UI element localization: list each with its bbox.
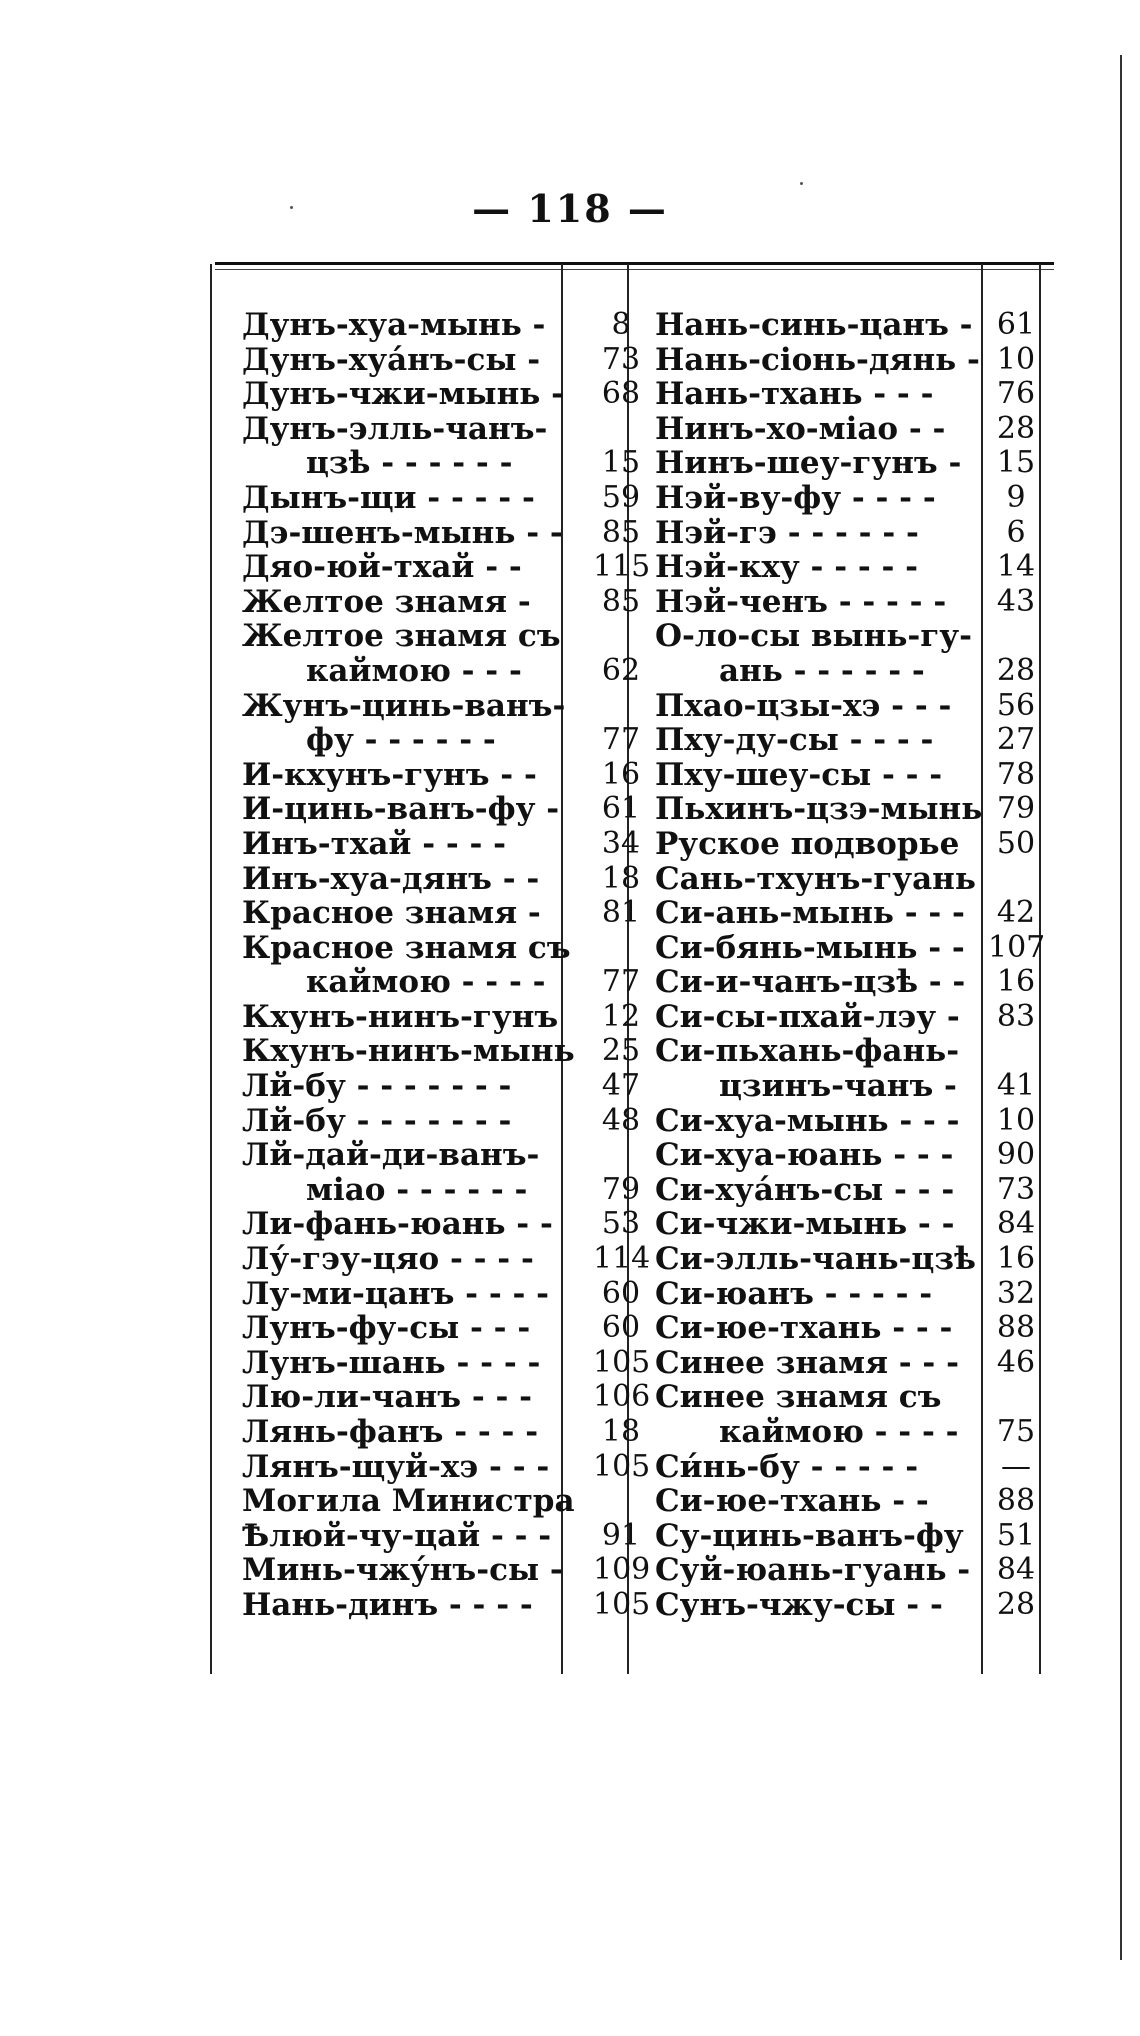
- entry-page-number: 88: [996, 1310, 1036, 1346]
- entry-label: Си-юанъ - - - - -: [655, 1275, 933, 1312]
- index-entry: [655, 792, 1055, 827]
- entry-label: Желтое знамя съ: [242, 618, 561, 655]
- entry-page-number: 76: [996, 376, 1036, 412]
- index-entry: [655, 1553, 1055, 1588]
- entry-label: Си-чжи-мынь - -: [655, 1206, 955, 1243]
- index-entry: [655, 1519, 1055, 1554]
- entry-label: Лй-бу - - - - - - -: [242, 1068, 512, 1105]
- entry-label: Синее знамя съ: [655, 1379, 942, 1416]
- entry-label: Су-цинь-ванъ-фу: [655, 1517, 964, 1554]
- entry-label: Лянь-фанъ - - - -: [242, 1414, 539, 1450]
- entry-label: Инъ-тхай - - - -: [242, 825, 507, 862]
- entry-label: Минь-чжу́нъ-сы -: [242, 1552, 563, 1589]
- entry-page-number: 105: [593, 1586, 651, 1622]
- entry-page-number: 105: [593, 1448, 651, 1484]
- entry-label: Кхунъ-нинъ-гунъ: [242, 998, 559, 1035]
- entry-page-number: 115: [593, 549, 651, 585]
- entry-page-number: 114: [593, 1241, 651, 1277]
- entry-label: Си-бянь-мынь - -: [655, 929, 965, 966]
- entry-label: Сань-тхунъ-гуань: [655, 860, 976, 897]
- index-entry: [655, 516, 1055, 551]
- index-entry: [655, 1277, 1055, 1312]
- entry-page-number: 10: [996, 1102, 1036, 1138]
- entry-page-number: 9: [1006, 479, 1026, 515]
- entry-label: Красное знамя -: [242, 895, 541, 932]
- entry-page-number: 15: [996, 445, 1036, 481]
- index-entry: [655, 550, 1055, 585]
- entry-page-number: 81: [601, 895, 641, 931]
- index-entry: [655, 1450, 1055, 1485]
- entry-label: И-кхунъ-гунъ - -: [242, 756, 537, 793]
- index-entry: [655, 1138, 1055, 1173]
- entry-label: каймою - - -: [306, 652, 522, 689]
- entry-page-number: 34: [601, 825, 641, 861]
- entry-page-number: 56: [996, 687, 1036, 723]
- entry-page-number: 78: [996, 756, 1036, 792]
- entry-label: Нэй-ву-фу - - - -: [655, 479, 936, 516]
- entry-label: Дунъ-элль-чанъ-: [242, 410, 548, 447]
- entry-label: Лю-ли-чанъ - - -: [242, 1379, 533, 1416]
- entry-page-number: 51: [996, 1517, 1036, 1553]
- entry-label: Дяо-юй-тхай - -: [242, 549, 522, 586]
- index-entry: [655, 1000, 1055, 1035]
- page-edge-line: [1120, 55, 1122, 1960]
- index-entry: [655, 377, 1055, 412]
- entry-label: Лй-дай-ди-ванъ-: [242, 1137, 540, 1174]
- entry-label: Пху-шеу-сы - - -: [655, 756, 943, 793]
- table-top-rule-thin: [215, 269, 1054, 270]
- entry-label: Си-элль-чань-цзѣ: [655, 1241, 976, 1278]
- index-entry: [655, 1346, 1055, 1381]
- entry-page-number: 14: [996, 549, 1036, 585]
- entry-page-number: 79: [996, 791, 1036, 827]
- entry-page-number: 73: [601, 341, 641, 377]
- index-entry: [655, 1242, 1055, 1277]
- entry-label: Ли-фань-юань - -: [242, 1206, 553, 1243]
- entry-label: Дэ-шенъ-мынь - -: [242, 514, 563, 551]
- index-entry: [655, 1173, 1055, 1208]
- entry-page-number: 12: [601, 998, 641, 1034]
- index-entry: [655, 689, 1055, 724]
- entry-page-number: 79: [601, 1171, 641, 1207]
- entry-label: Си-хуа-юань - - -: [655, 1137, 954, 1174]
- entry-page-number: 59: [601, 479, 641, 515]
- entry-page-number: 77: [601, 722, 641, 758]
- entry-label: Лй-бу - - - - - - -: [242, 1102, 512, 1139]
- entry-label: Нинъ-хо-міао - -: [655, 410, 946, 447]
- entry-label: цзинъ-чанъ -: [719, 1068, 957, 1105]
- index-entry: [655, 446, 1055, 481]
- entry-page-number: 16: [996, 964, 1036, 1000]
- entry-label: Пху-ду-сы - - - -: [655, 722, 934, 759]
- entry-label: Лянъ-щуй-хэ - - -: [242, 1448, 550, 1485]
- print-speck: [290, 206, 293, 209]
- index-entry: [655, 343, 1055, 378]
- print-speck: [800, 182, 803, 185]
- index-entry: [655, 896, 1055, 931]
- entry-page-number: 10: [996, 341, 1036, 377]
- entry-page-number: 107: [988, 929, 1046, 965]
- entry-page-number: 106: [593, 1379, 651, 1415]
- entry-label: Нэй-гэ - - - - - -: [655, 514, 919, 551]
- index-entry: [655, 827, 1055, 862]
- entry-label: Лунъ-фу-сы - - -: [242, 1310, 531, 1347]
- entry-page-number: 32: [996, 1275, 1036, 1311]
- entry-label: Си-сы-пхай-лэу -: [655, 998, 960, 1035]
- entry-label: Руское подворье: [655, 825, 960, 862]
- entry-label: Желтое знамя -: [242, 583, 531, 620]
- entry-label: Лунъ-шань - - - -: [242, 1344, 541, 1381]
- entry-page-number: 75: [996, 1414, 1036, 1449]
- entry-page-number: 41: [996, 1068, 1036, 1104]
- entry-page-number: 28: [996, 1586, 1036, 1622]
- entry-label: Си-ань-мынь - - -: [655, 895, 965, 932]
- entry-label: Си-хуа́нъ-сы - - -: [655, 1171, 955, 1208]
- entry-page-number: 27: [996, 722, 1036, 758]
- index-entry: [655, 965, 1055, 1000]
- table-top-rule: [215, 262, 1054, 265]
- entry-label: Ѣлюй-чу-цай - - -: [242, 1517, 552, 1554]
- right-index-column: [655, 308, 1055, 1623]
- entry-label: Нэй-ченъ - - - - -: [655, 583, 947, 620]
- entry-page-number: 15: [601, 445, 641, 481]
- index-entry: [655, 308, 1055, 343]
- index-entry: [655, 585, 1055, 620]
- entry-page-number: 25: [601, 1033, 641, 1069]
- entry-page-number: 8: [611, 307, 631, 342]
- entry-label: Си-пьхань-фань-: [655, 1033, 960, 1070]
- index-entry: [655, 1415, 1055, 1450]
- entry-label: фу - - - - - -: [306, 722, 496, 759]
- page-number-header: — 118 —: [472, 186, 668, 231]
- entry-label: Пьхинъ-цзэ-мынь: [655, 791, 983, 828]
- index-table: [215, 262, 1054, 1674]
- entry-label: Жунъ-цинь-ванъ-: [242, 687, 566, 724]
- entry-label: Могила Министра: [242, 1483, 575, 1520]
- entry-label: Синее знамя - - -: [655, 1344, 959, 1381]
- index-entry: [655, 1207, 1055, 1242]
- entry-label: міао - - - - - -: [306, 1171, 528, 1208]
- entry-page-number: 85: [601, 583, 641, 619]
- entry-label: О-ло-сы вынь-гу-: [655, 618, 972, 655]
- entry-page-number: 84: [996, 1552, 1036, 1588]
- entry-label: Нань-сіонь-дянь -: [655, 341, 980, 378]
- index-entry: [655, 1069, 1055, 1104]
- entry-page-number: 77: [601, 964, 641, 1000]
- entry-label: Дунъ-хуа́нъ-сы -: [242, 341, 541, 378]
- entry-page-number: 16: [601, 756, 641, 792]
- entry-label: Инъ-хуа-дянъ - -: [242, 860, 540, 897]
- entry-label: Си-юе-тхань - -: [655, 1483, 929, 1520]
- entry-label: Суй-юань-гуань -: [655, 1552, 971, 1589]
- entry-page-number: 60: [601, 1310, 641, 1346]
- entry-page-number: 48: [601, 1102, 641, 1138]
- entry-page-number: —: [1001, 1448, 1031, 1484]
- entry-label: Пхао-цзы-хэ - - -: [655, 687, 952, 724]
- entry-page-number: 88: [996, 1483, 1036, 1519]
- entry-label: Нинъ-шеу-гунъ -: [655, 445, 962, 482]
- index-entry: [655, 1484, 1055, 1519]
- index-entry: [655, 412, 1055, 447]
- entry-page-number: 83: [996, 998, 1036, 1034]
- entry-label: Нань-синь-цанъ -: [655, 307, 973, 343]
- entry-label: Кхунъ-нинъ-мынь: [242, 1033, 575, 1070]
- entry-label: Дунъ-хуа-мынь -: [242, 307, 546, 343]
- entry-page-number: 105: [593, 1344, 651, 1380]
- entry-label: ань - - - - - -: [719, 652, 925, 689]
- entry-label: Лу-ми-цанъ - - - -: [242, 1275, 550, 1312]
- entry-page-number: 46: [996, 1344, 1036, 1380]
- entry-label: Сунъ-чжу-сы - -: [655, 1586, 943, 1623]
- entry-page-number: 60: [601, 1275, 641, 1311]
- entry-label: Си́нь-бу - - - - -: [655, 1448, 919, 1485]
- entry-label: Красное знамя съ: [242, 929, 571, 966]
- table-left-border: [210, 264, 212, 1674]
- index-entry: [655, 1588, 1055, 1623]
- entry-label: Си-хуа-мынь - - -: [655, 1102, 960, 1139]
- entry-page-number: 68: [601, 376, 641, 412]
- entry-label: Нэй-кху - - - - -: [655, 549, 919, 586]
- entry-label: каймою - - - -: [306, 964, 546, 1001]
- entry-page-number: 53: [601, 1206, 641, 1242]
- index-entry: [655, 862, 1055, 897]
- entry-page-number: 61: [601, 791, 641, 827]
- entry-page-number: 62: [601, 652, 641, 688]
- entry-page-number: 85: [601, 514, 641, 550]
- entry-page-number: 42: [996, 895, 1036, 931]
- entry-page-number: 91: [601, 1517, 641, 1553]
- entry-page-number: 28: [996, 410, 1036, 446]
- entry-page-number: 28: [996, 652, 1036, 688]
- entry-page-number: 50: [996, 825, 1036, 861]
- entry-label: Нань-тхань - - -: [655, 376, 934, 413]
- entry-label: каймою - - - -: [719, 1414, 959, 1450]
- index-entry: [655, 481, 1055, 516]
- entry-label: Дынъ-щи - - - - -: [242, 479, 535, 516]
- entry-page-number: 47: [601, 1068, 641, 1104]
- entry-label: Дунъ-чжи-мынь -: [242, 376, 564, 413]
- entry-page-number: 18: [601, 1414, 641, 1449]
- index-entry: [655, 1380, 1055, 1415]
- entry-label: Лу́-гэу-цяо - - - -: [242, 1241, 534, 1278]
- entry-page-number: 43: [996, 583, 1036, 619]
- index-entry: [655, 654, 1055, 689]
- index-entry: [655, 1104, 1055, 1139]
- entry-page-number: 84: [996, 1206, 1036, 1242]
- index-entry: [655, 619, 1055, 654]
- entry-page-number: 6: [1006, 514, 1026, 550]
- entry-label: Си-юе-тхань - - -: [655, 1310, 953, 1347]
- index-entry: [655, 1311, 1055, 1346]
- entry-page-number: 16: [996, 1241, 1036, 1277]
- index-entry: [655, 931, 1055, 966]
- entry-page-number: 18: [601, 860, 641, 896]
- entry-page-number: 109: [593, 1552, 651, 1588]
- index-entry: [655, 1034, 1055, 1069]
- entry-label: Си-и-чанъ-цзѣ - -: [655, 964, 966, 1001]
- entry-label: И-цинь-ванъ-фу -: [242, 791, 560, 828]
- entry-page-number: 90: [996, 1137, 1036, 1173]
- index-entry: [655, 723, 1055, 758]
- index-entry: [655, 758, 1055, 793]
- entry-page-number: 61: [996, 307, 1036, 342]
- entry-label: цзѣ - - - - - -: [306, 445, 513, 482]
- entry-label: Нань-динъ - - - -: [242, 1586, 533, 1623]
- entry-page-number: 73: [996, 1171, 1036, 1207]
